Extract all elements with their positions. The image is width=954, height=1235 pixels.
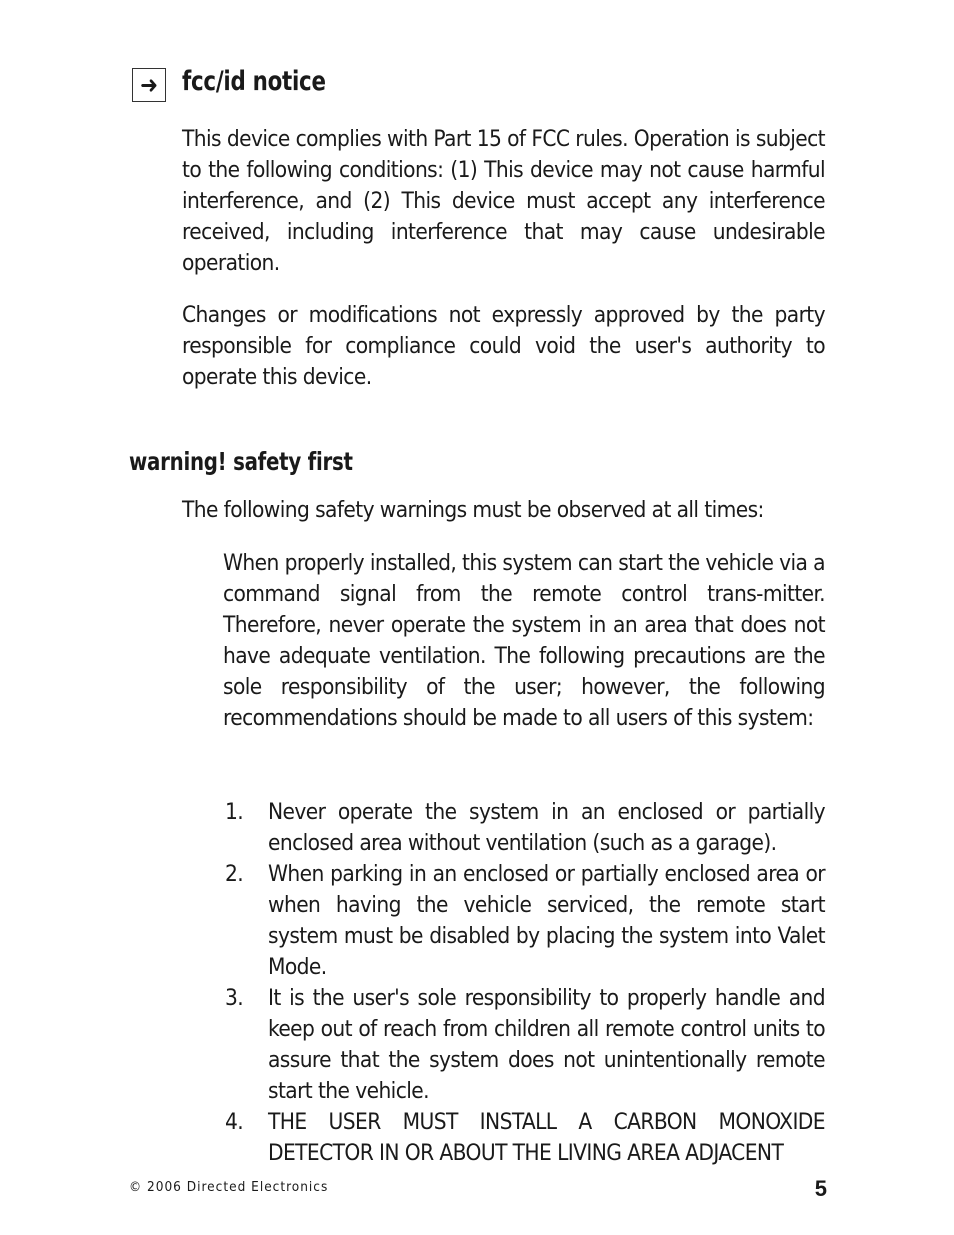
section-heading-safety: warning! safety first — [129, 447, 353, 476]
list-text: Never operate the system in an enclosed or partially enclosed area without ventilation (such as a garage). — [268, 799, 825, 856]
section-heading-fcc: fcc/id notice — [182, 66, 326, 97]
list-number: 4. — [225, 1109, 244, 1135]
safety-list — [223, 797, 825, 1169]
list-text: When parking in an enclosed or partially enclosed area or when having the vehicle serviced, the remote start system must be disabled by placing the system into Valet Mode. — [268, 861, 825, 980]
list-item — [223, 797, 825, 859]
list-text: THE USER MUST INSTALL A CARBON MONOXIDE DETECTOR IN OR ABOUT THE LIVING AREA ADJACENT — [268, 1109, 825, 1166]
list-item — [223, 983, 825, 1107]
right-arrow-icon: ➜ — [132, 68, 166, 102]
list-number: 2. — [225, 861, 244, 887]
list-text: It is the user's sole responsibility to properly handle and keep out of reach from children all remote control units to assure that the system does not unintentionally remote start the vehicle. — [268, 985, 825, 1104]
copyright-footer: © 2006 Directed Electronics — [129, 1179, 329, 1195]
safety-body: When properly installed, this system can start the vehicle via a command signal from the remote control trans-mitter. Therefore, never operate the system in an area that does not have adequate ventilation. The following precautions are the sole responsibility of the user; however, the following recommendations should be made to all users of this system: — [223, 550, 825, 731]
list-number: 1. — [225, 799, 244, 825]
list-item — [223, 1107, 825, 1169]
list-number: 3. — [225, 985, 244, 1011]
fcc-paragraph-2: Changes or modifications not expressly approved by the party responsible for compliance could void the user's authority to operate this device. — [182, 302, 825, 390]
safety-intro: The following safety warnings must be observed at all times: — [182, 497, 764, 523]
fcc-paragraph-1: This device complies with Part 15 of FCC rules. Operation is subject to the following conditions: (1) This device may not cause harmful interference, and (2) This device must accept any interference received, including interference that may cause undesirable operation. — [182, 126, 825, 276]
page-number: 5 — [814, 1176, 827, 1201]
list-item — [223, 859, 825, 983]
